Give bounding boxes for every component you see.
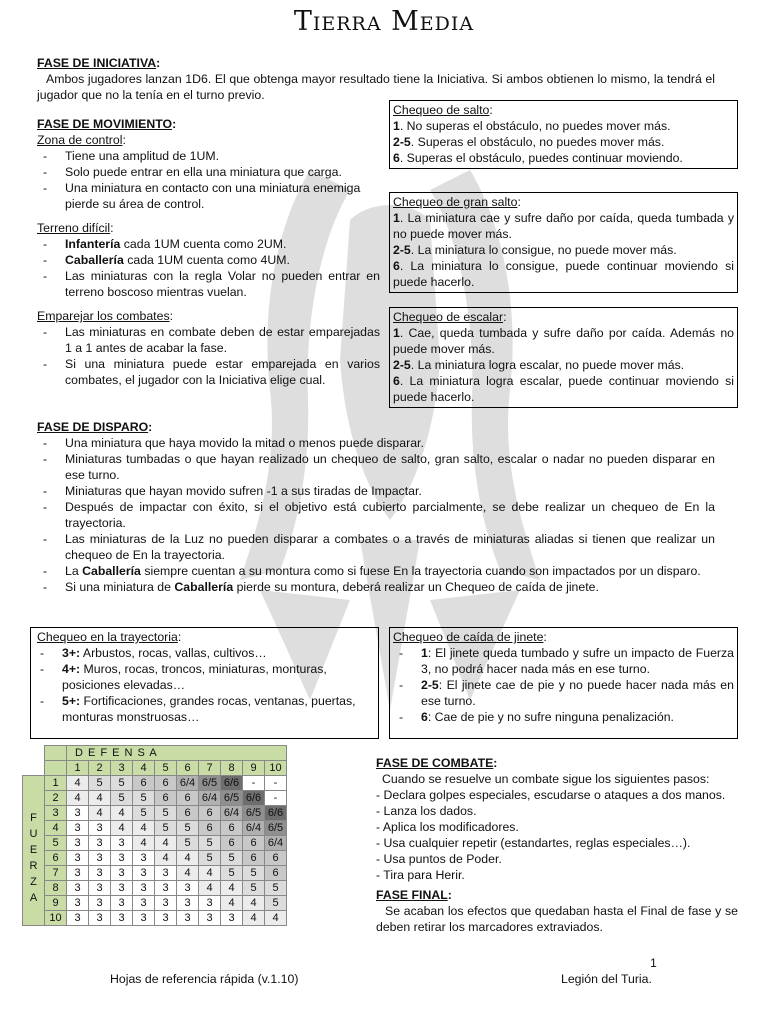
zona-title: Zona de control bbox=[37, 133, 123, 147]
wound-table bbox=[22, 745, 287, 926]
chequeo-escalar-box: Chequeo de escalar: 1. Cae, queda tumbada y sufre daño por caída. Además no puede mover más. 2-5. La miniatura logra escalar, no puede mover más. 6. La miniatura logra escalar, puede continuar moviendo si puede hacerlo. bbox=[389, 307, 738, 408]
col-header: 9 bbox=[243, 761, 265, 776]
table-cell: 3 bbox=[89, 836, 111, 851]
table-cell: 5 bbox=[265, 896, 287, 911]
list-item: - Las miniaturas de la Luz no pueden disparar a combates o a través de miniaturas aliadas si tienen que realizar un chequeo de En la trayectoria. bbox=[37, 531, 715, 563]
row-header: 5 bbox=[45, 836, 67, 851]
table-cell: 6 bbox=[155, 776, 177, 791]
list-item: 6. La miniatura logra escalar, puede continuar moviendo si puede hacerlo. bbox=[393, 374, 734, 404]
table-cell: 5 bbox=[177, 836, 199, 851]
row-header: 8 bbox=[45, 881, 67, 896]
list-item: - 6: Cae de pie y no sufre ninguna penalización. bbox=[393, 709, 734, 725]
zona-list bbox=[37, 148, 380, 212]
table-cell: 5 bbox=[133, 791, 155, 806]
table-cell: 3 bbox=[199, 911, 221, 926]
row-header: 4 bbox=[45, 821, 67, 836]
table-cell: 4 bbox=[155, 836, 177, 851]
final-text: Se acaban los efectos que quedaban hasta el Final de fase y se deben retirar los marcadores extraviados. bbox=[376, 904, 738, 934]
table-cell: 3 bbox=[133, 866, 155, 881]
table-cell: - bbox=[265, 791, 287, 806]
table-cell: 5 bbox=[177, 821, 199, 836]
escalar-title: Chequeo de escalar bbox=[393, 310, 504, 324]
table-cell: 6/5 bbox=[265, 821, 287, 836]
table-cell: 4 bbox=[133, 836, 155, 851]
iniciativa-section: FASE DE INICIATIVA: Ambos jugadores lanzan 1D6. El que obtenga mayor resultado tiene la Iniciativa. Si ambos obtienen lo mismo, la tendrá el jugador que no la tenía en el turno previo. bbox=[37, 56, 715, 102]
table-row bbox=[23, 791, 287, 806]
table-cell: 3 bbox=[155, 911, 177, 926]
table-cell: 5 bbox=[155, 821, 177, 836]
table-cell: 3 bbox=[111, 851, 133, 866]
table-cell: 4 bbox=[67, 776, 89, 791]
table-cell: 6 bbox=[221, 836, 243, 851]
list-item: - Si una miniatura de Caballería pierde su montura, deberá realizar un Chequeo de caída de jinete. bbox=[37, 579, 715, 595]
row-header: 2 bbox=[45, 791, 67, 806]
table-cell: 3 bbox=[155, 881, 177, 896]
table-cell: 3 bbox=[89, 866, 111, 881]
list-item: - Las miniaturas con la regla Volar no pueden entrar en terreno boscoso mientras vuelan. bbox=[37, 268, 380, 300]
table-row bbox=[23, 776, 287, 791]
chequeo-caida-box: Chequeo de caída de jinete: - 1: El jinete queda tumbado y sufre un impacto de Fuerza 3, no podrá hacer nada más en ese turno. - 2-5: El jinete cae de pie y no puede hacer nada más en ese turno. - 6: Cae de pie y no sufre ninguna penalización. bbox=[389, 627, 738, 739]
terreno-list bbox=[37, 236, 380, 300]
table-cell: 5 bbox=[111, 791, 133, 806]
list-item: - Aplica los modificadores. bbox=[376, 820, 519, 834]
table-cell: 5 bbox=[133, 806, 155, 821]
col-header: 7 bbox=[199, 761, 221, 776]
table-row bbox=[23, 896, 287, 911]
table-cell: 5 bbox=[221, 851, 243, 866]
table-row bbox=[23, 866, 287, 881]
terreno-title: Terreno difícil bbox=[37, 221, 111, 235]
list-item: 1. No superas el obstáculo, no puedes mover más. bbox=[393, 119, 671, 133]
combate-heading: FASE DE COMBATE bbox=[376, 756, 494, 770]
list-item: - Solo puede entrar en ella una miniatura que carga. bbox=[37, 164, 380, 180]
table-cell: 5 bbox=[199, 851, 221, 866]
disparo-heading: FASE DE DISPARO bbox=[37, 420, 149, 434]
table-cell: - bbox=[265, 776, 287, 791]
chequeo-trayectoria-box: Chequeo en la trayectoria: - 3+: Arbustos, rocas, vallas, cultivos… - 4+: Muros, rocas, troncos, miniaturas, monturas, posiciones elevadas… - 5+: Fortificaciones, grandes rocas, ventanas, puertas, monturas monstruosas… bbox=[30, 627, 379, 739]
col-header: 2 bbox=[89, 761, 111, 776]
table-cell: 6/5 bbox=[221, 791, 243, 806]
table-cell: 6/4 bbox=[265, 836, 287, 851]
table-cell: 3 bbox=[155, 866, 177, 881]
table-cell: 3 bbox=[67, 881, 89, 896]
table-row bbox=[23, 836, 287, 851]
table-cell: 3 bbox=[89, 881, 111, 896]
table-cell: 6 bbox=[243, 836, 265, 851]
page-title: Tierra Media bbox=[293, 6, 475, 37]
list-item: - Usa cualquier repetir (estandartes, reglas especiales…). bbox=[376, 836, 691, 850]
table-cell: 3 bbox=[67, 896, 89, 911]
table-row bbox=[23, 881, 287, 896]
table-cell: 6 bbox=[265, 851, 287, 866]
emparejar-title: Emparejar los combates bbox=[37, 309, 170, 323]
list-item: - 3+: Arbustos, rocas, vallas, cultivos… bbox=[34, 645, 375, 661]
table-cell: 3 bbox=[67, 851, 89, 866]
row-header: 6 bbox=[45, 851, 67, 866]
table-cell: 3 bbox=[133, 911, 155, 926]
table-cell: 4 bbox=[221, 896, 243, 911]
list-item: - Lanza los dados. bbox=[376, 804, 477, 818]
col-header: 3 bbox=[111, 761, 133, 776]
row-header: 1 bbox=[45, 776, 67, 791]
table-cell: 3 bbox=[67, 866, 89, 881]
combate-section: FASE DE COMBATE: Cuando se resuelve un combate sigue los siguientes pasos: - Declara golpes especiales, escudarse o ataques a dos manos. - Lanza los dados. - Aplica los modificadores. - Usa cualquier repetir (estandartes, reglas especiales…). - Usa puntos de Poder. - Tira para Herir. FASE FINAL: Se acaban los efectos que quedaban hasta el Final de fase y se deben retirar los marcadores extraviados. bbox=[376, 756, 738, 934]
final-heading: FASE FINAL bbox=[376, 888, 448, 902]
table-cell: 4 bbox=[265, 911, 287, 926]
table-cell: 4 bbox=[177, 851, 199, 866]
list-item: - 5+: Fortificaciones, grandes rocas, ventanas, puertas, monturas monstruosas… bbox=[34, 693, 375, 725]
col-header: 10 bbox=[265, 761, 287, 776]
table-cell: 4 bbox=[111, 806, 133, 821]
table-cell: 3 bbox=[89, 911, 111, 926]
table-cell: 6/6 bbox=[243, 791, 265, 806]
table-row bbox=[23, 851, 287, 866]
page-number: 1 bbox=[650, 956, 657, 970]
table-cell: 3 bbox=[89, 896, 111, 911]
table-cell: 4 bbox=[177, 866, 199, 881]
table-cell: 4 bbox=[199, 866, 221, 881]
list-item: - 1: El jinete queda tumbado y sufre un impacto de Fuerza 3, no podrá hacer nada más en ese turno. bbox=[393, 645, 734, 677]
table-cell: 3 bbox=[111, 881, 133, 896]
table-row bbox=[23, 911, 287, 926]
list-item: - Una miniatura en contacto con una miniatura enemiga pierde su área de control. bbox=[37, 180, 380, 212]
table-cell: 6/6 bbox=[265, 806, 287, 821]
list-item: - Tira para Herir. bbox=[376, 868, 465, 882]
table-cell: 3 bbox=[111, 836, 133, 851]
table-cell: 6 bbox=[243, 851, 265, 866]
list-item: - La Caballería siempre cuentan a su montura como si fuese En la trayectoria cuando son impactados por un disparo. bbox=[37, 563, 715, 579]
list-item: - Miniaturas tumbadas o que hayan realizado un chequeo de salto, gran salto, escalar o nadar no pueden disparar en ese turno. bbox=[37, 451, 715, 483]
salto-title: Chequeo de salto bbox=[393, 103, 490, 117]
disparo-section: FASE DE DISPARO: - Una miniatura que haya movido la mitad o menos puede disparar. - Miniaturas tumbadas o que hayan realizado un chequeo de salto, gran salto, escalar o nadar no pueden disparar en ese turno. - Miniaturas que hayan movido sufren -1 a sus tiradas de Impactar. - Después de impactar con éxito, si el objetivo está cubierto parcialmente, se debe realizar un chequeo de En la trayectoria. - Las miniaturas de la Luz no pueden disparar a combates o a través de miniaturas aliadas si tienen que realizar un chequeo de En la trayectoria. - La Caballería siempre cuentan a su montura como si fuese En la trayectoria cuando son impactados por un disparo. - Si una miniatura de Caballería pierde su montura, deberá realizar un Chequeo de caída de jinete. bbox=[37, 419, 715, 595]
table-cell: 3 bbox=[133, 881, 155, 896]
table-cell: 3 bbox=[111, 896, 133, 911]
iniciativa-text: Ambos jugadores lanzan 1D6. El que obtenga mayor resultado tiene la Iniciativa. Si ambos obtienen lo mismo, la tendrá el jugador que no la tenía en el turno previo. bbox=[37, 72, 715, 102]
table-cell: 3 bbox=[111, 866, 133, 881]
table-cell: 5 bbox=[265, 881, 287, 896]
table-cell: 3 bbox=[177, 881, 199, 896]
table-cell: 3 bbox=[177, 911, 199, 926]
table-cell: 3 bbox=[67, 821, 89, 836]
list-item: 6. Superas el obstáculo, puedes continuar moviendo. bbox=[393, 151, 683, 165]
list-item: - Miniaturas que hayan movido sufren -1 a sus tiradas de Impactar. bbox=[37, 483, 715, 499]
row-header: 10 bbox=[45, 911, 67, 926]
table-cell: 4 bbox=[111, 821, 133, 836]
table-cell: 5 bbox=[221, 866, 243, 881]
list-item: - Después de impactar con éxito, si el objetivo está cubierto parcialmente, se debe realizar un chequeo de En la trayectoria. bbox=[37, 499, 715, 531]
table-cell: 5 bbox=[243, 881, 265, 896]
disparo-list bbox=[37, 435, 715, 595]
table-cell: 3 bbox=[89, 851, 111, 866]
table-cell: 3 bbox=[177, 896, 199, 911]
table-cell: 5 bbox=[199, 836, 221, 851]
col-header: 8 bbox=[221, 761, 243, 776]
table-cell: 6/4 bbox=[243, 821, 265, 836]
combate-intro: Cuando se resuelve un combate sigue los siguientes pasos: bbox=[382, 772, 710, 786]
table-cell: 6 bbox=[265, 866, 287, 881]
list-item: - Infantería cada 1UM cuenta como 2UM. bbox=[37, 236, 380, 252]
list-item: 2-5. La miniatura lo consigue, no puede mover más. bbox=[393, 243, 677, 257]
list-item: - Declara golpes especiales, escudarse o ataques a dos manos. bbox=[376, 788, 726, 802]
list-item: 2-5. Superas el obstáculo, no puedes mover más. bbox=[393, 135, 665, 149]
table-cell: 3 bbox=[221, 911, 243, 926]
footer-left: Hojas de referencia rápida (v.1.10) bbox=[110, 972, 299, 986]
table-cell: 6 bbox=[177, 806, 199, 821]
list-item: 1. Cae, queda tumbada y sufre daño por caída. Además no puede mover más. bbox=[393, 326, 734, 356]
table-cell: 3 bbox=[155, 896, 177, 911]
table-cell: 6 bbox=[177, 791, 199, 806]
footer-right: Legión del Turia. bbox=[561, 972, 652, 986]
table-cell: 6/4 bbox=[199, 791, 221, 806]
table-cell: - bbox=[243, 776, 265, 791]
list-item: 6. La miniatura lo consigue, puede continuar moviendo si puede hacerlo. bbox=[393, 259, 734, 289]
list-item: - 2-5: El jinete cae de pie y no puede hacer nada más en ese turno. bbox=[393, 677, 734, 709]
table-cell: 4 bbox=[133, 821, 155, 836]
table-cell: 6 bbox=[199, 806, 221, 821]
iniciativa-heading: FASE DE INICIATIVA bbox=[37, 56, 157, 70]
table-cell: 4 bbox=[89, 806, 111, 821]
row-header: 9 bbox=[45, 896, 67, 911]
list-item: - 4+: Muros, rocas, troncos, miniaturas, monturas, posiciones elevadas… bbox=[34, 661, 375, 693]
table-cell: 3 bbox=[89, 821, 111, 836]
table-cell: 5 bbox=[89, 776, 111, 791]
row-header: 3 bbox=[45, 806, 67, 821]
table-cell: 4 bbox=[67, 791, 89, 806]
col-header: 1 bbox=[67, 761, 89, 776]
table-row bbox=[23, 806, 287, 821]
fuerza-label: F U E R Z A bbox=[23, 776, 45, 926]
table-cell: 6/6 bbox=[221, 776, 243, 791]
list-item: - Tiene una amplitud de 1UM. bbox=[37, 148, 380, 164]
table-cell: 3 bbox=[67, 836, 89, 851]
caida-title: Chequeo de caída de jinete bbox=[393, 630, 544, 644]
col-header: 6 bbox=[177, 761, 199, 776]
movimiento-section: FASE DE MOVIMIENTO: Zona de control: - Tiene una amplitud de 1UM. - Solo puede entrar en ella una miniatura que carga. - Una miniatura en contacto con una miniatura enemiga pierde su área de control. Terreno difícil: - Infantería cada 1UM cuenta como 2UM. - Caballería cada 1UM cuenta como 4UM. - Las miniaturas con la regla Volar no pueden entrar en terreno boscoso mientras vuelan. Emparejar los combates: - Las miniaturas en combate deben de estar emparejadas 1 a 1 antes de acabar la fase. - Si una miniatura puede estar emparejada en varios combates, el jugador con la Iniciativa elige cual. bbox=[37, 116, 380, 388]
table-cell: 3 bbox=[133, 851, 155, 866]
defensa-label: D E F E N S A bbox=[67, 746, 287, 761]
table-cell: 5 bbox=[155, 806, 177, 821]
table-cell: 6/4 bbox=[221, 806, 243, 821]
table-cell: 6 bbox=[155, 791, 177, 806]
table-cell: 4 bbox=[155, 851, 177, 866]
list-item: - Si una miniatura puede estar emparejada en varios combates, el jugador con la Iniciativa elige cual. bbox=[37, 356, 380, 388]
table-cell: 4 bbox=[221, 881, 243, 896]
table-cell: 6 bbox=[199, 821, 221, 836]
trayectoria-title: Chequeo en la trayectoria bbox=[37, 630, 178, 644]
col-header: 5 bbox=[155, 761, 177, 776]
table-cell: 3 bbox=[67, 911, 89, 926]
table-cell: 4 bbox=[199, 881, 221, 896]
list-item: - Usa puntos de Poder. bbox=[376, 852, 502, 866]
table-row bbox=[23, 821, 287, 836]
table-cell: 6 bbox=[133, 776, 155, 791]
table-cell: 4 bbox=[243, 896, 265, 911]
chequeo-gran-salto-box: Chequeo de gran salto: 1. La miniatura cae y sufre daño por caída, queda tumbada y no puede mover más. 2-5. La miniatura lo consigue, no puede mover más. 6. La miniatura lo consigue, puede continuar moviendo si puede hacerlo. bbox=[389, 192, 738, 293]
table-cell: 4 bbox=[243, 911, 265, 926]
table-cell: 6 bbox=[221, 821, 243, 836]
table-cell: 5 bbox=[243, 866, 265, 881]
table-cell: 5 bbox=[111, 776, 133, 791]
gran-salto-title: Chequeo de gran salto bbox=[393, 195, 518, 209]
table-cell: 3 bbox=[133, 896, 155, 911]
list-item: 2-5. La miniatura logra escalar, no puede mover más. bbox=[393, 358, 685, 372]
table-cell: 6/5 bbox=[199, 776, 221, 791]
table-cell: 3 bbox=[111, 911, 133, 926]
list-item: 1. La miniatura cae y sufre daño por caída, queda tumbada y no puede mover más. bbox=[393, 211, 734, 241]
movimiento-heading: FASE DE MOVIMIENTO bbox=[37, 117, 173, 131]
emparejar-list bbox=[37, 324, 380, 388]
list-item: - Una miniatura que haya movido la mitad o menos puede disparar. bbox=[37, 435, 715, 451]
chequeo-salto-box: Chequeo de salto: 1. No superas el obstáculo, no puedes mover más. 2-5. Superas el obstáculo, no puedes mover más. 6. Superas el obstáculo, puedes continuar moviendo. bbox=[389, 100, 738, 169]
table-cell: 3 bbox=[67, 806, 89, 821]
row-header: 7 bbox=[45, 866, 67, 881]
col-header: 4 bbox=[133, 761, 155, 776]
table-cell: 4 bbox=[89, 791, 111, 806]
list-item: - Caballería cada 1UM cuenta como 4UM. bbox=[37, 252, 380, 268]
table-cell: 6/5 bbox=[243, 806, 265, 821]
list-item: - Las miniaturas en combate deben de estar emparejadas 1 a 1 antes de acabar la fase. bbox=[37, 324, 380, 356]
table-cell: 6/4 bbox=[177, 776, 199, 791]
table-cell: 3 bbox=[199, 896, 221, 911]
